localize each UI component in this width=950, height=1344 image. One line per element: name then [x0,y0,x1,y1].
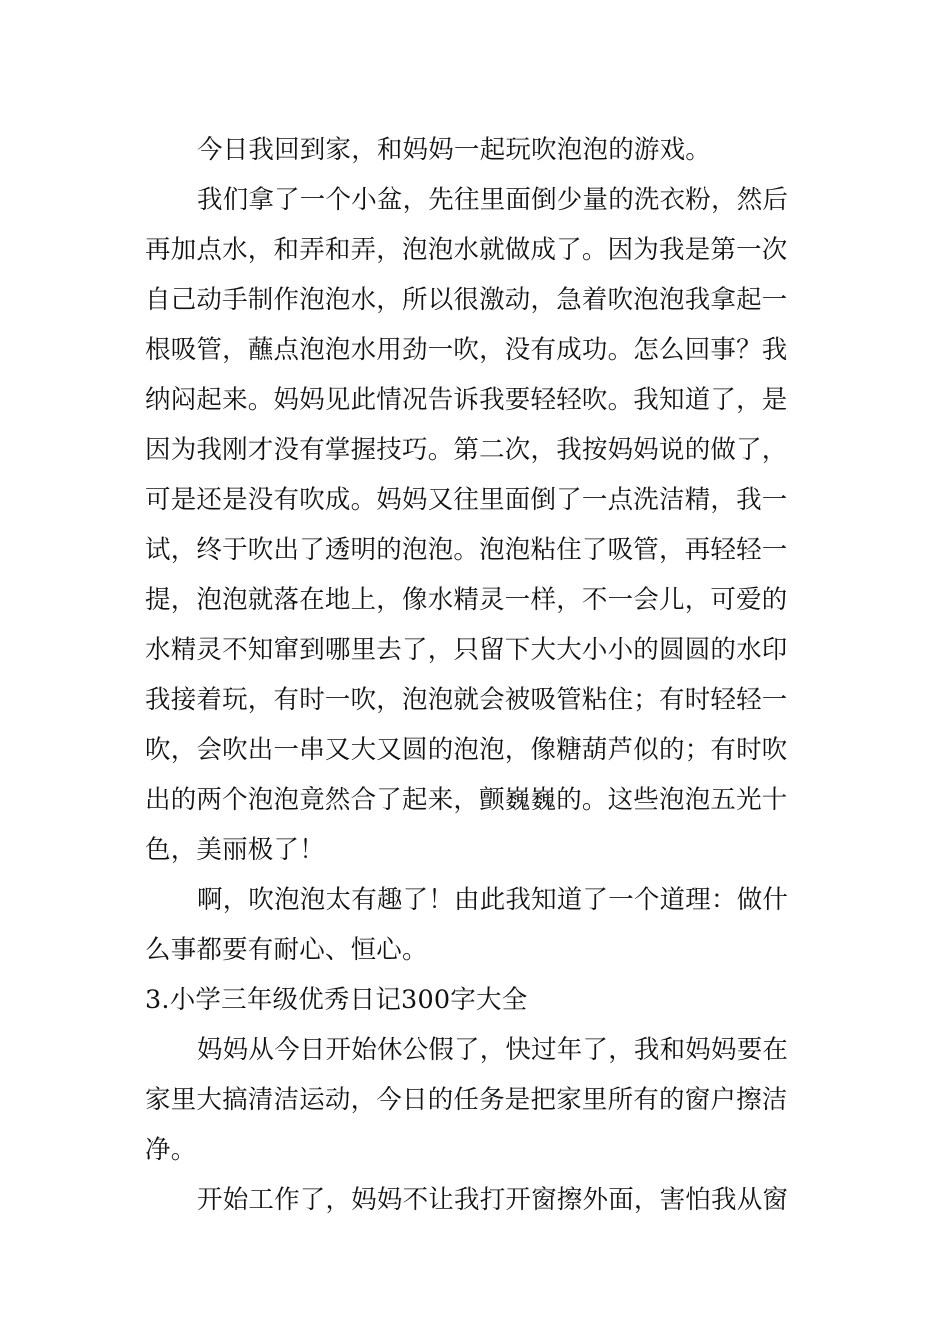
paragraph-line: 出的两个泡泡竟然合了起来，颤巍巍的。这些泡泡五光十 [145,785,788,815]
paragraph-line: 可是还是没有吹成。妈妈又往里面倒了一点洗洁精，我一 [145,485,788,515]
paragraph-line: 根吸管，蘸点泡泡水用劲一吹，没有成功。怎么回事？我 [145,335,788,365]
paragraph-line: 我接着玩，有时一吹，泡泡就会被吸管粘住；有时轻轻一 [145,685,788,715]
paragraph-line: 我们拿了一个小盆，先往里面倒少量的洗衣粉，然后 [197,185,789,215]
paragraph-line: 因为我刚才没有掌握技巧。第二次，我按妈妈说的做了， [145,435,788,465]
paragraph-line: 开始工作了，妈妈不让我打开窗擦外面，害怕我从窗 [197,1185,789,1215]
paragraph-line: 自己动手制作泡泡水，所以很激动，急着吹泡泡我拿起一 [145,285,788,315]
paragraph-line: 试，终于吹出了透明的泡泡。泡泡粘住了吸管，再轻轻一 [145,535,788,565]
paragraph-line: 净。 [145,1135,197,1165]
paragraph-line: 妈妈从今日开始休公假了，快过年了，我和妈妈要在 [197,1035,789,1065]
paragraph-line: 今日我回到家，和妈妈一起玩吹泡泡的游戏。 [197,135,712,165]
paragraph-line: 纳闷起来。妈妈见此情况告诉我要轻轻吹。我知道了，是 [145,385,788,415]
paragraph-line: 色，美丽极了！ [145,835,325,865]
paragraph-line: 家里大搞清洁运动，今日的任务是把家里所有的窗户擦洁 [145,1085,788,1115]
paragraph-line: 吹，会吹出一串又大又圆的泡泡，像糖葫芦似的；有时吹 [145,735,788,765]
paragraph-line: 再加点水，和弄和弄，泡泡水就做成了。因为我是第一次 [145,235,788,265]
paragraph-line: 么事都要有耐心、恒心。 [145,935,428,965]
paragraph-line: 水精灵不知窜到哪里去了，只留下大大小小的圆圆的水印 [145,635,788,665]
paragraph-line: 啊，吹泡泡太有趣了！由此我知道了一个道理：做什 [197,885,789,915]
section-heading: 3.小学三年级优秀日记300字大全 [145,985,528,1015]
paragraph-line: 提，泡泡就落在地上，像水精灵一样，不一会儿，可爱的 [145,585,788,615]
